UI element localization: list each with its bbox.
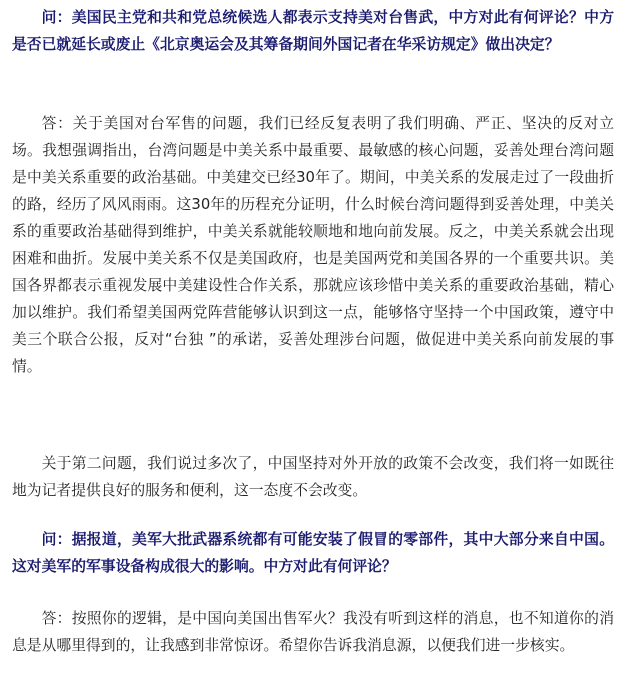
question-2: 问：据报道，美军大批武器系统都有可能安装了假冒的零部件，其中大部分来自中国。这对美军的军事设备构成很大的影响。中方对此有何评论？	[12, 531, 614, 575]
answer-2: 答：按照你的逻辑，是中国向美国出售军火？我没有听到这样的消息，也不知道你的消息是从哪里得到的，让我感到非常惊讶。希望你告诉我消息源，以便我们进一步核实。	[12, 610, 614, 654]
answer-1-paragraph-2: 关于第二问题，我们说过多次了，中国坚持对外开放的政策不会改变，我们将一如既往地为记者提供良好的服务和便利，这一态度不会改变。	[12, 455, 614, 499]
answer-1-paragraph-1: 答：关于美国对台军售的问题，我们已经反复表明了我们明确、严正、坚决的反对立场。我想强调指出，台湾问题是中美关系中最重要、最敏感的核心问题，妥善处理台湾问题是中美关系重要的政治基础。中美建交已经30年了。期间，中美关系的发展走过了一段曲折的路，经历了风风雨雨。这30年的历程充分证明，什么时候台湾问题得到妥善处理，中美关系的重要政治基础得到维护，中美关系就能较顺地和地向前发展。反之，中美关系就会出现困难和曲折。发展中美关系不仅是美国政府，也是美国两党和美国各界的一个重要共识。美国各界都表示重视发展中美建设性合作关系，那就应该珍惜中美关系的重要政治基础，精心加以维护。我们希望美国两党阵营能够认识到这一点，能够恪守坚持一个中国政策，遵守中美三个联合公报，反对“台独 ”的承诺，妥善处理涉台问题，做促进中美关系向前发展的事情。	[12, 115, 614, 375]
question-1: 问：美国民主党和共和党总统候选人都表示支持美对台售武，中方对此有何评论？中方是否已就延长或废止《北京奥运会及其筹备期间外国记者在华采访规定》做出决定？	[12, 9, 614, 53]
